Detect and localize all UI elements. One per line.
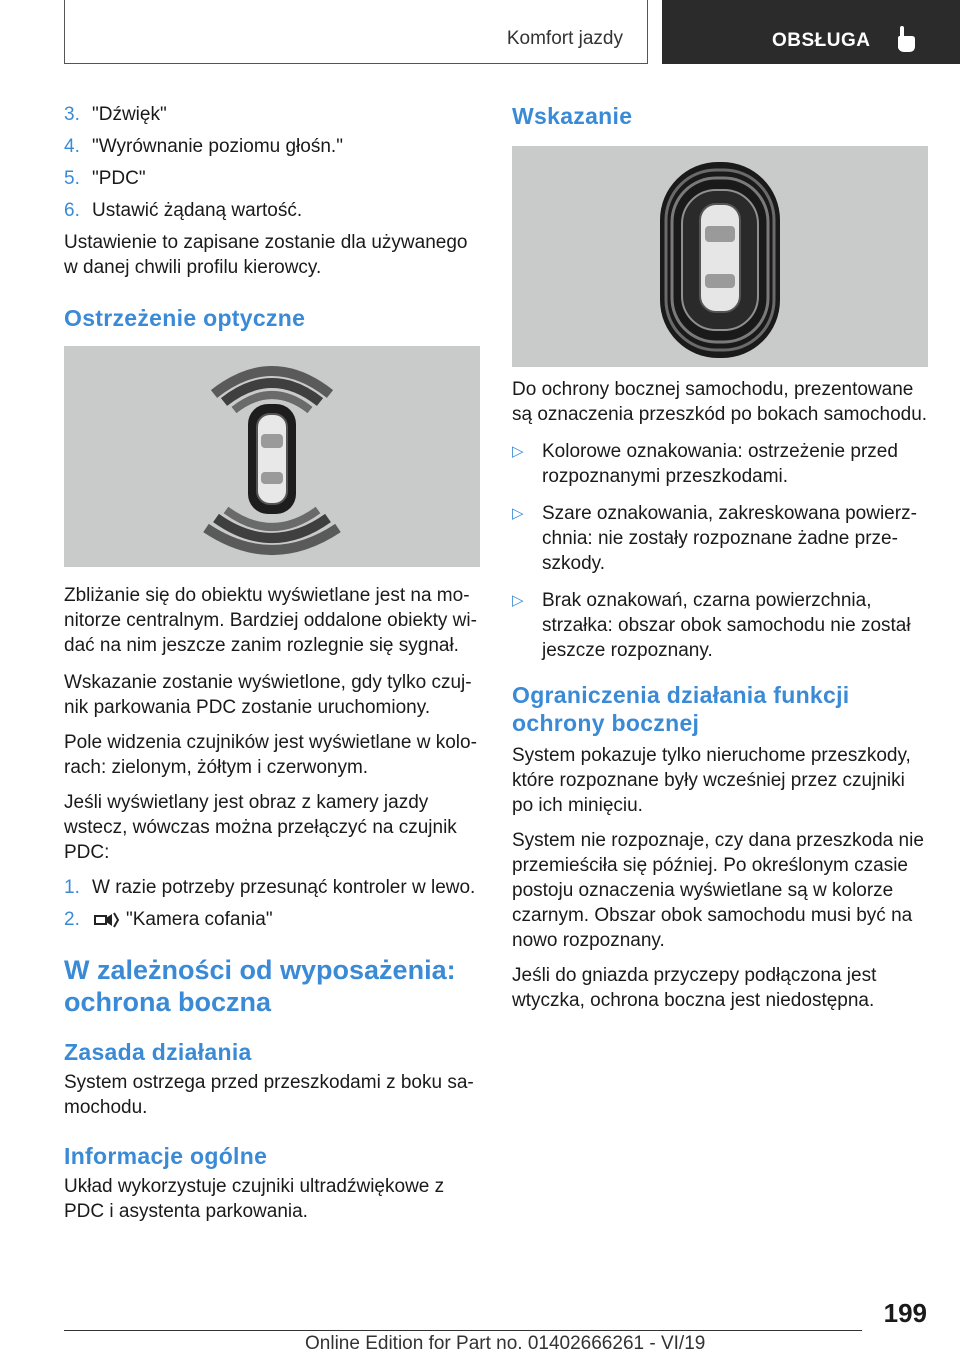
page-number: 199 <box>883 1298 927 1328</box>
footer-divider <box>64 1330 862 1331</box>
side-protection-image <box>512 146 928 367</box>
bullet-text: Brak oznakowań, czarna powierzchnia, strzałka: obszar obok samochodu nie został jeszcze rozpoznany. <box>542 590 911 661</box>
section-title: Komfort jazdy <box>506 28 623 49</box>
step-text: "PDC" <box>92 168 146 189</box>
list-item <box>64 198 480 223</box>
step-text: "Kamera cofania" <box>126 909 273 930</box>
paragraph-principle: System ostrzega przed przeszkodami z boku samochodu. <box>64 1072 474 1118</box>
step-text: "Dźwięk" <box>92 104 167 125</box>
heading-principle: Zasada działania <box>64 1039 252 1065</box>
step-text: "Wyrównanie poziomu głośn." <box>92 136 343 157</box>
bullet-triangle-icon: ▷ <box>512 443 524 460</box>
list-item <box>64 102 480 127</box>
list-item <box>64 907 480 932</box>
step-text: W razie potrzeby przesunąć kontroler w lewo. <box>92 877 476 898</box>
step-number: 2. <box>64 909 80 930</box>
step-number: 3. <box>64 104 80 125</box>
rear-camera-icon <box>92 909 120 931</box>
steps-list-b <box>64 875 480 932</box>
pdc-display-image <box>64 346 480 567</box>
heading-limitations: Ograniczenia działania funkcji ochrony bocznej <box>512 682 850 736</box>
step-text: Ustawić żądaną wartość. <box>92 200 303 221</box>
paragraph-colors: Pole widzenia czujników jest wyświetlane w kolorach: zielonym, żółtym i czerwonym. <box>64 732 477 778</box>
list-item <box>64 134 480 159</box>
step-number: 5. <box>64 168 80 189</box>
list-item <box>64 166 480 191</box>
bullet-text: Szare oznakowania, zakreskowana powierzchnia: nie zostały rozpoznane żadne przeszkody. <box>542 503 917 574</box>
bullet-triangle-icon: ▷ <box>512 592 524 609</box>
heading-display: Wskazanie <box>512 103 633 129</box>
heading-optical-warning: Ostrzeżenie optyczne <box>64 305 306 331</box>
paragraph-no-detect: System nie rozpoznaje, czy dana przeszkoda nie przemieściła się później. Po określonym czasie postoju oznaczenia wyświetlane są w kolorze czarnym. Obszar obok samochodu musi być na nowo rozpoznany. <box>512 830 924 951</box>
paragraph-camera: Jeśli wyświetlany jest obraz z kamery jazdy wstecz, wówczas można przełączyć na czujnik PDC: <box>64 792 457 863</box>
list-item <box>512 501 928 576</box>
list-item <box>512 439 928 489</box>
edition-text: Online Edition for Part no. 01402666261 - VI/19 <box>305 1333 706 1354</box>
list-item <box>512 588 928 663</box>
paragraph-sensors: Układ wykorzystuje czujniki ultradźwiękowe z PDC i asystenta parkowania. <box>64 1176 445 1222</box>
right-column <box>512 102 928 1023</box>
paragraph-trailer: Jeśli do gniazda przyczepy podłączona jest wtyczka, ochrona boczna jest niedostępna. <box>512 965 877 1011</box>
list-item <box>64 875 480 900</box>
pointing-hand-icon <box>894 24 920 54</box>
heading-general-info: Informacje ogólne <box>64 1143 268 1169</box>
step-number: 6. <box>64 200 80 221</box>
paragraph-profile: Ustawienie to zapisane zostanie dla używanego w danej chwili profilu kierowcy. <box>64 232 468 278</box>
steps-list-a <box>64 102 480 223</box>
step-number: 1. <box>64 877 80 898</box>
bullet-triangle-icon: ▷ <box>512 505 524 522</box>
chapter-tab <box>662 0 960 64</box>
step-number: 4. <box>64 136 80 157</box>
left-column <box>64 102 480 1234</box>
heading-side-protection: W zależności od wyposażenia: ochrona boczna <box>64 955 456 1017</box>
header-section-box <box>64 0 648 64</box>
bullet-list <box>512 439 928 663</box>
bullet-text: Kolorowe oznakowania: ostrzeżenie przed rozpoznanymi przeszkodami. <box>542 441 898 487</box>
paragraph-approach: Zbliżanie się do obiektu wyświetlane jest na monitorze centralnym. Bardziej oddalone obiekty widać na nim jeszcze zanim rozlegnie się sygnał. <box>64 585 477 656</box>
paragraph-stationary: System pokazuje tylko nieruchome przeszkody, które rozpoznane były wcześniej przez czujniki po ich minięciu. <box>512 745 911 816</box>
paragraph-side-marks: Do ochrony bocznej samochodu, prezentowane są oznaczenia przeszkód po bokach samochodu. <box>512 379 928 425</box>
paragraph-pdc-active: Wskazanie zostanie wyświetlone, gdy tylko czujnik parkowania PDC zostanie uruchomiony. <box>64 672 472 718</box>
chapter-title: OBSŁUGA <box>772 30 871 51</box>
